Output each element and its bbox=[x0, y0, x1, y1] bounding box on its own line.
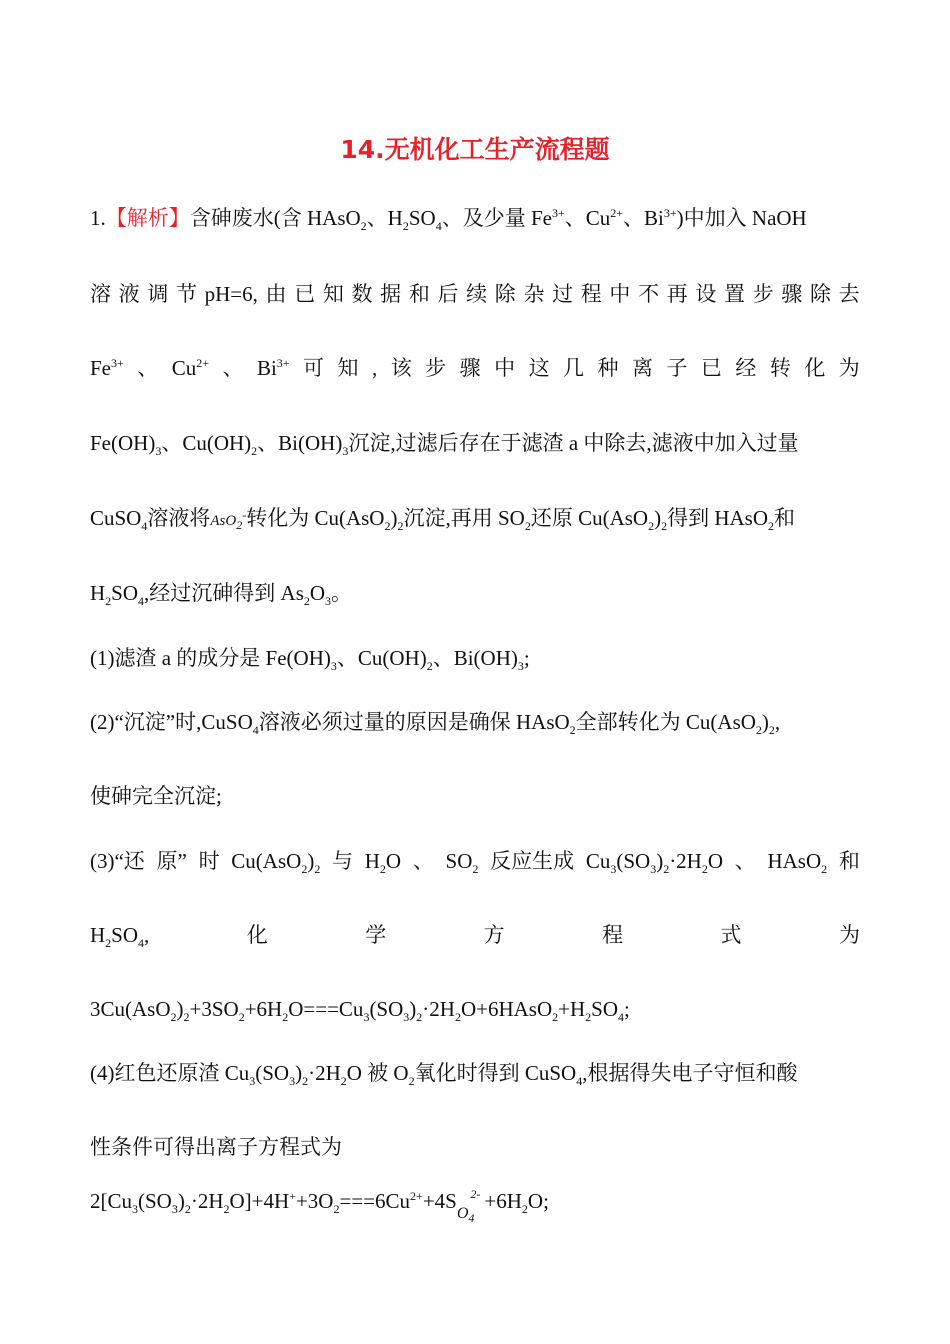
text-line-13: (4)红色还原渣 $Cu_3(SO_3)_2\cdot 2H_2O$ 被 $O_2$氧化时得到 CuSO$_4$,根据得失电子守恒和酸 bbox=[90, 1061, 798, 1089]
page-title: 14.无机化工生产流程题 bbox=[340, 135, 610, 164]
text-line-7: (1)滤渣 a 的成分是 $Fe(OH)_3$、$Cu(OH)_2$、$Bi(OH)_3$; bbox=[90, 646, 530, 674]
text-line-2: 溶 液 调 节 pH=6, 由 已 知 数 据 和 后 续 除 杂 过 程 中 不 再 设 置 步 骤 除 去 bbox=[90, 282, 860, 306]
text-line-3: $Fe^{3+}$ 、 $Cu^{2+}$ 、 $Bi^{3+}$ 可 知 , 该 步 骤 中 这 几 种 离 子 已 经 转 化 为 bbox=[90, 356, 860, 380]
text-line-14: 性条件可得出离子方程式为 bbox=[90, 1135, 342, 1159]
text-line-12: $3Cu(AsO_2)_2+3SO_2+6H_2O===Cu_3(SO_3)_2\cdot 2H_2O+6HAsO_2+H_2SO_4$; bbox=[90, 997, 630, 1025]
text-line-8: (2)“沉淀”时,CuSO$_4$溶液必须过量的原因是确保 HAsO$_2$全部转化为 $Cu(AsO_2)_2$, bbox=[90, 710, 781, 738]
text-line-15: $2[Cu_3(SO_3)_2\cdot 2H_2O]+4H^++3O_2===6Cu^{2+}+4SO_4^{2-} +6H_2O$; bbox=[90, 1186, 549, 1226]
text-line-4: $Fe(OH)_3$、$Cu(OH)_2$、$Bi(OH)_3$沉淀,过滤后存在于滤渣 a 中除去,滤液中加入过量 bbox=[90, 431, 799, 459]
text-line-10: (3)“还 原” 时 $Cu(AsO_2)_2$ 与 $H_2O$ 、 $SO_2$ 反应生成 $Cu_3(SO_3)_2\cdot 2H_2O$ 、 HAsO$_2$ 和 bbox=[90, 849, 860, 877]
text-line-6: $H_2SO_4$,经过沉砷得到 $As_2O_3$。 bbox=[90, 581, 353, 609]
text-line-1: 1.【解析】含砷废水(含 HAsO$_2$、$H_2SO_4$、及少量 $Fe^{3+}$、$Cu^{2+}$、$Bi^{3+}$)中加入 NaOH bbox=[90, 206, 807, 234]
text-line-5: CuSO$_4$溶液将AsO$_2$-转化为 $Cu(AsO_2)_2$沉淀,再用 $SO_2$还原 $Cu(AsO_2)_2$得到 HAsO$_2$和 bbox=[90, 506, 796, 534]
text-line-9: 使砷完全沉淀; bbox=[90, 784, 222, 808]
text-line-11: $H_2SO_4$, 化 学 方 程 式 为 bbox=[90, 923, 860, 951]
